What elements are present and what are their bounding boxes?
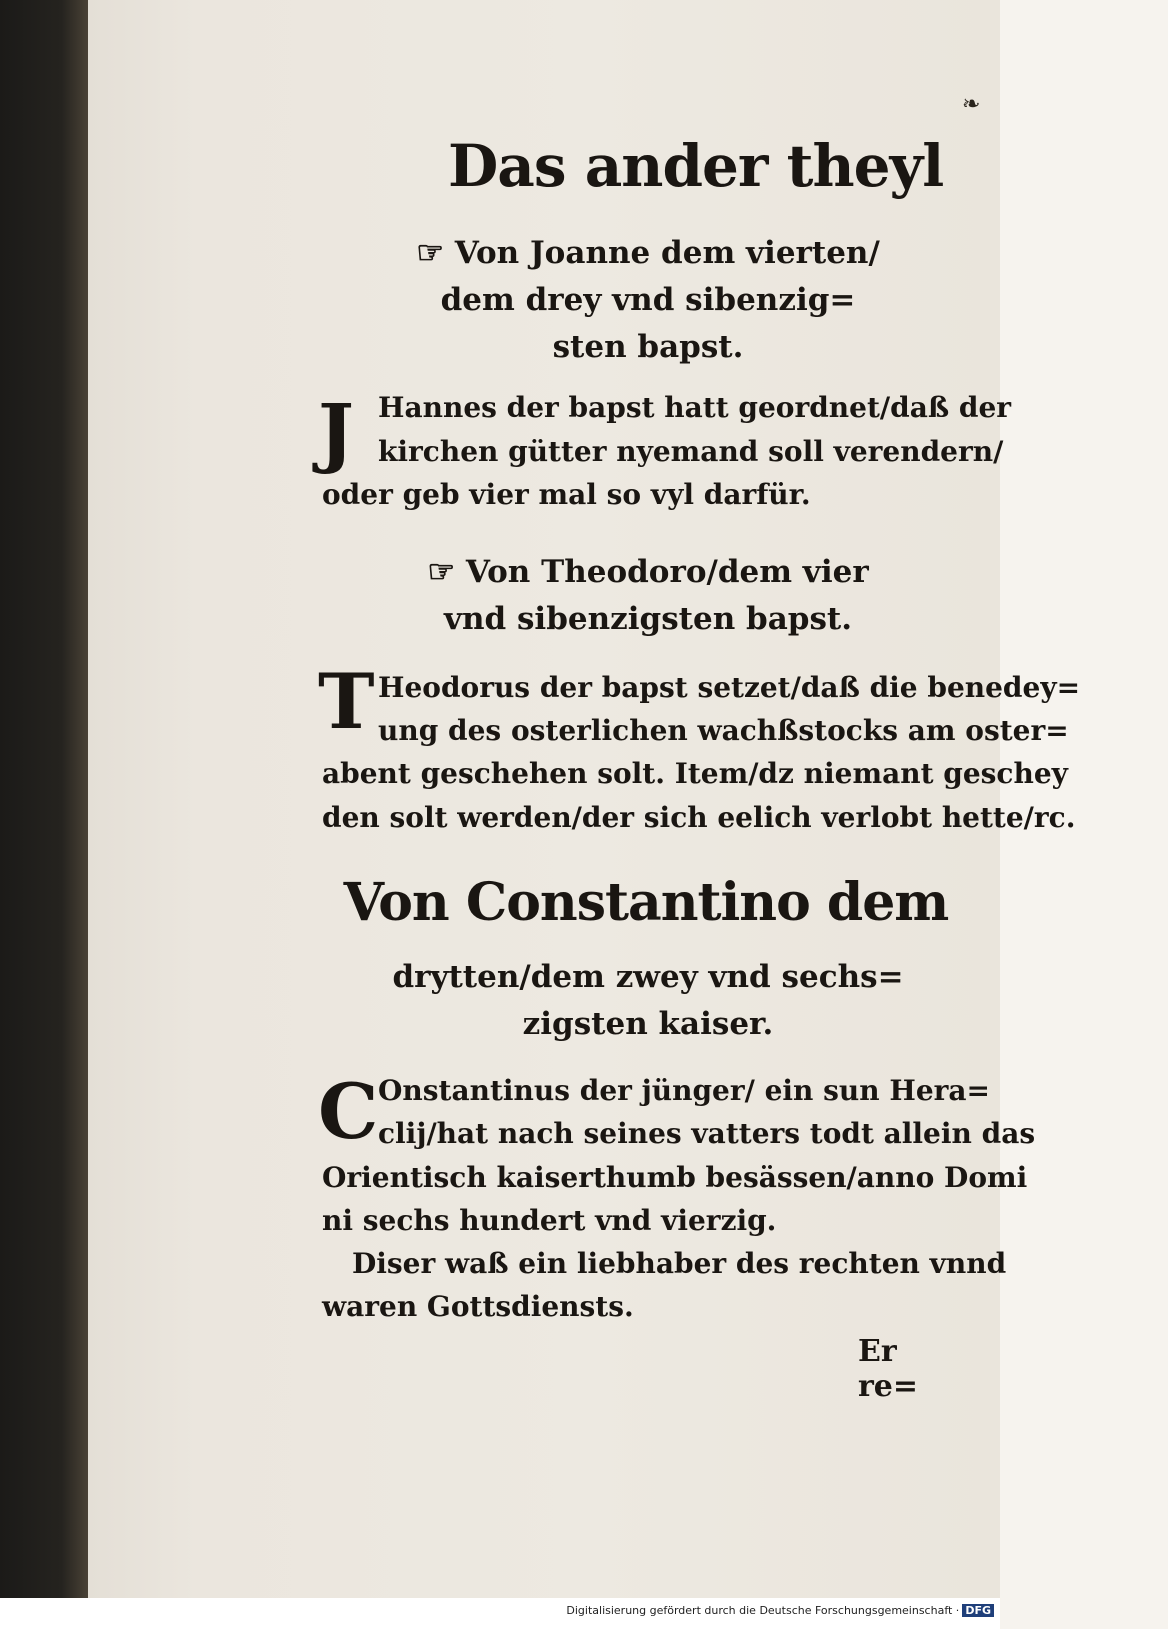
heading-line: sten bapst. [552, 329, 744, 365]
text-line: clij/hat nach seines vatters todt allein das [378, 1117, 1036, 1150]
digitization-credit [566, 1604, 994, 1617]
text-line: ni sechs hundert vnd vierzig. [322, 1204, 777, 1237]
heading-line: zigsten kaiser. [522, 1006, 774, 1042]
book-spine-edge [0, 0, 88, 1600]
section-big-heading-constantino: Von Constantino dem [343, 872, 949, 933]
credit-text: Digitalisierung gefördert durch die Deutsche Forschungsgemeinschaft · [566, 1604, 960, 1617]
text-line: abent geschehen solt. Item/dz niemant geschey [322, 757, 1068, 790]
page-content [318, 0, 1081, 1598]
text-line: Onstantinus der jünger/ ein sun Hera= [378, 1074, 991, 1107]
heading-line: ☞ Von Theodoro/dem vier [427, 554, 869, 590]
drop-cap: J [318, 387, 354, 476]
text-line: Hannes der bapst hatt geordnet/daß der [378, 391, 1012, 424]
heading-line: ☞ Von Joanne dem vierten/ [416, 235, 880, 271]
running-head: Das ander theyl [448, 132, 944, 200]
text-line: Diser waß ein liebhaber des rechten vnnd [352, 1247, 1007, 1280]
text-line: Heodorus der bapst setzet/daß die benedey= [378, 671, 1081, 704]
text-line: kirchen gütter nyemand soll verendern/ [378, 435, 1004, 468]
text-line: Orientisch kaiserthumb besässen/anno Domi [322, 1161, 1028, 1194]
text-line: oder geb vier mal so vyl darfür. [322, 478, 811, 511]
section-heading-theodoro [368, 549, 928, 643]
heading-line: drytten/dem zwey vnd sechs= [392, 959, 904, 995]
drop-cap: T [318, 657, 375, 746]
text-line: ung des osterlichen wachßstocks am oster= [378, 714, 1069, 747]
section-heading-constantino [368, 954, 928, 1048]
heading-line: vnd sibenzigsten bapst. [443, 601, 853, 637]
section-heading-joanne [368, 230, 928, 371]
catchword: Er re= [858, 1334, 919, 1404]
corner-ornament: ❧ [962, 92, 981, 117]
dfg-logo: DFG [962, 1604, 994, 1617]
heading-line: dem drey vnd sibenzig= [440, 282, 856, 318]
drop-cap: C [318, 1067, 379, 1156]
text-line: waren Gottsdiensts. [322, 1290, 634, 1323]
text-line: den solt werden/der sich eelich verlobt hette/rc. [322, 801, 1076, 834]
